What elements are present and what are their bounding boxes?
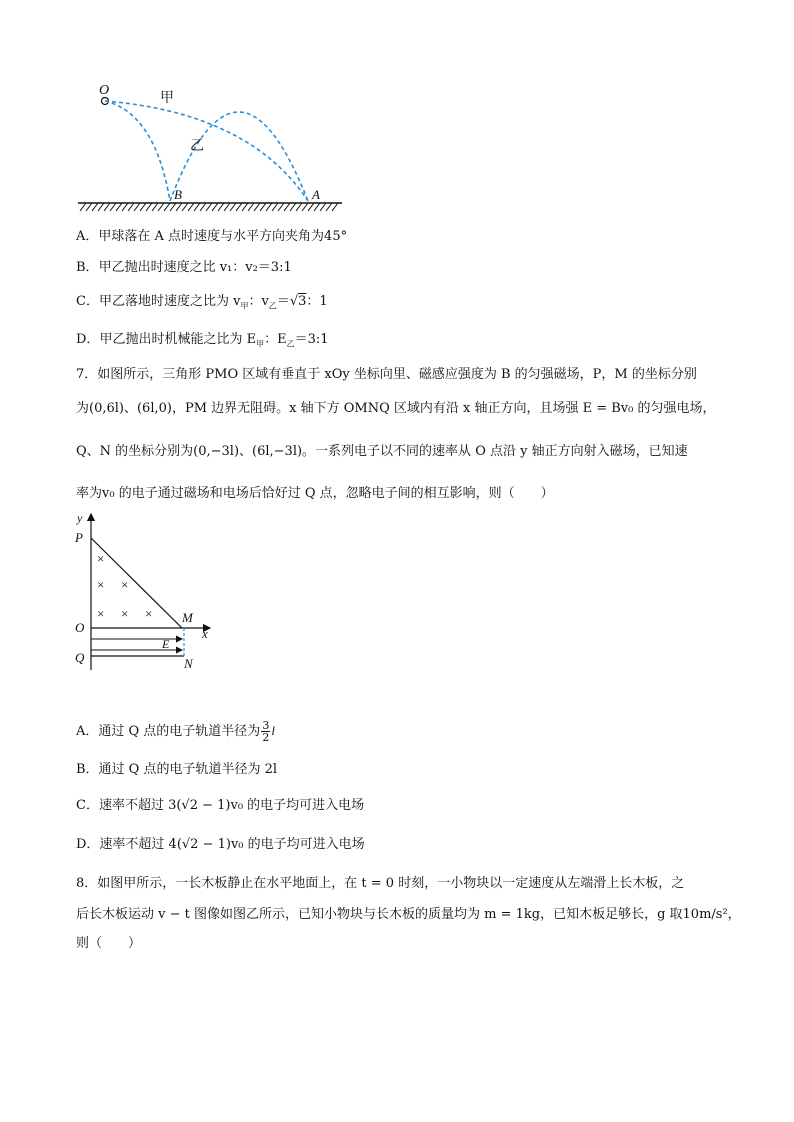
trajectory-jia — [105, 101, 308, 201]
ground-hatch — [80, 203, 338, 211]
label-m: M — [182, 610, 193, 625]
label-jia: 甲 — [160, 91, 174, 106]
label-p: P — [75, 530, 83, 545]
field-cross-4: × — [97, 606, 105, 621]
label-yi: 乙 — [190, 139, 204, 154]
q6-option-d: D．甲乙抛出时机械能之比为 $E_甲$：$E_乙=3:1$ — [76, 332, 329, 349]
field-cross-1: × — [97, 551, 105, 566]
label-a: A — [312, 187, 320, 202]
q8-stem-line1: 8．如图甲所示，一长木板静止在水平地面上，在 t = 0 时刻，一小物块以一定速度从左端滑上长木板，之 — [76, 876, 685, 891]
label-n: N — [184, 656, 193, 671]
field-cross-5: × — [121, 606, 129, 621]
boundary-pm — [91, 538, 182, 628]
q7-stem-line4: 率为v₀ 的电子通过磁场和电场后恰好过 Q 点，忽略电子间的相互影响，则（ ） — [76, 486, 554, 501]
label-x: x — [202, 626, 208, 641]
projectile-figure — [70, 78, 350, 214]
q7-option-b: B．通过 Q 点的电子轨道半径为 2l — [76, 762, 278, 777]
trajectory-yi — [105, 101, 170, 201]
q7-option-c: C．速率不超过 3(√2 − 1)v₀ 的电子均可进入电场 — [76, 798, 365, 813]
trajectory-yi-bounce — [170, 112, 308, 201]
q6-option-b: B．甲乙抛出时速度之比 v₁：v₂＝3:1 — [76, 260, 292, 275]
q6-option-a: A．甲球落在 A 点时速度与水平方向夹角为45° — [76, 229, 348, 244]
field-figure — [72, 510, 222, 672]
q7-stem-line1: 7．如图所示，三角形 PMO 区域有垂直于 xOy 坐标向里、磁感应强度为 B 的匀强磁场，P，M 的坐标分别 — [76, 367, 697, 382]
field-cross-3: × — [121, 577, 129, 592]
q8-stem-line3: 则（ ） — [76, 936, 142, 951]
field-cross-6: × — [145, 606, 153, 621]
magnetic-field-marks — [97, 551, 152, 621]
field-cross-2: × — [97, 577, 105, 592]
q8-stem-line2: 后长木板运动 v − t 图像如图乙所示，已知小物块与长木板的质量均为 m = 1kg，已知木板足够长，g 取10m/s²， — [76, 907, 741, 922]
q7-stem-line2: 为(0,6l)、(6l,0)，PM 边界无阻碍。x 轴下方 OMNQ 区域内有沿 x 轴正方向，且场强 E = Bv₀ 的匀强电场， — [76, 401, 716, 416]
label-y: y — [77, 511, 83, 525]
q7-option-d: D．速率不超过 4(√2 − 1)v₀ 的电子均可进入电场 — [76, 837, 365, 852]
q6-option-c: C．甲乙落地时速度之比为 $v_甲$：$v_乙=√3$：1 — [76, 294, 328, 311]
q7-stem-line3: Q、N 的坐标分别为(0,−3l)、(6l,−3l)。一系列电子以不同的速率从 O 点沿 y 轴正方向射入磁场，已知速 — [76, 444, 688, 459]
label-o: O — [99, 83, 110, 98]
label-o: O — [75, 620, 85, 635]
label-e: E — [162, 637, 170, 651]
label-q: Q — [75, 650, 85, 665]
q7-option-a: A．通过 Q 点的电子轨道半径为 $\frac{3}{2}$ l — [76, 719, 275, 744]
label-b: B — [174, 187, 182, 202]
